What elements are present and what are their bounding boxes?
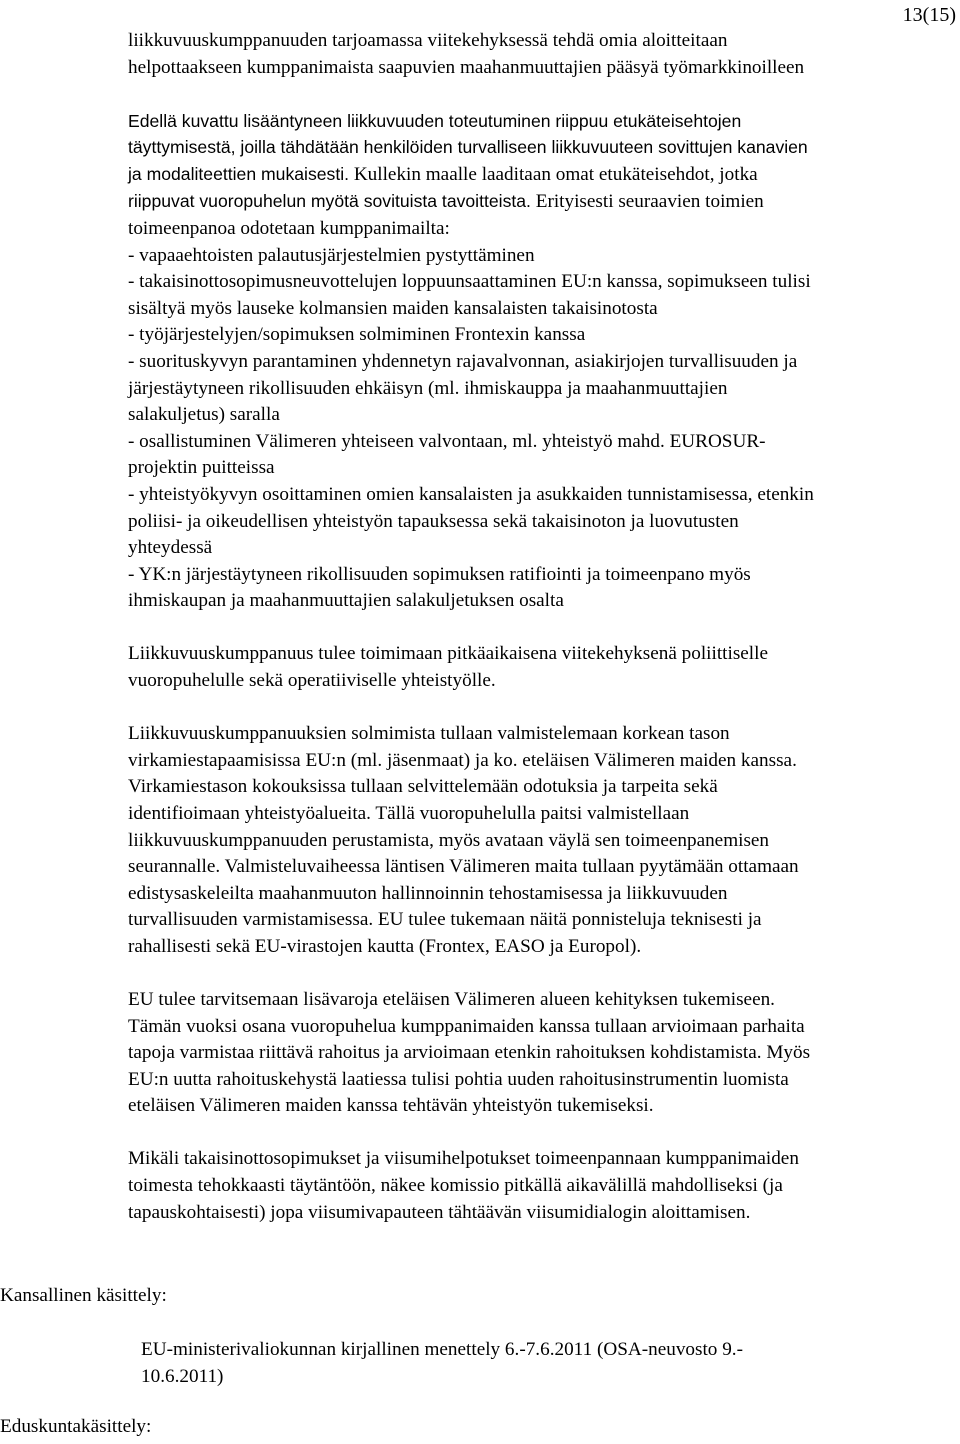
text-line: 10.6.2011) — [141, 1366, 224, 1387]
paragraph-gap — [128, 961, 956, 988]
preparation-paragraph — [128, 721, 956, 960]
paragraph-gap — [128, 615, 956, 642]
text-line: seurannalle. Valmisteluvaiheessa läntisen Välimeren maita tullaan pyytämään ottamaan — [128, 856, 799, 878]
text-line — [128, 188, 956, 216]
text-line: Mikäli takaisinottosopimukset ja viisumihelpotukset toimeenpannaan kumppanimaiden — [128, 1148, 799, 1170]
text-line: identifioimaan yhteistyöalueita. Tällä vuoropuhelulla paitsi valmistellaan — [128, 802, 690, 824]
text-line: eteläisen Välimeren maiden kanssa tehtävän yhteistyön tukemiseksi. — [128, 1095, 654, 1117]
document-body — [128, 28, 956, 1226]
text-line: helpottaakseen kumppanimaista saapuvien maahanmuuttajien pääsyä työmarkkinoilleen — [128, 56, 805, 78]
text-line: EU-ministerivaliokunnan kirjallinen menettely 6.-7.6.2011 (OSA-neuvosto 9.- — [141, 1339, 743, 1360]
list-line: järjestäytyneen rikollisuuden ehkäisyn (ml. ihmiskauppa ja maahanmuuttajien — [128, 377, 728, 399]
list-line: - yhteistyökyvyn osoittaminen omien kansalaisten ja asukkaiden tunnistamisessa, etenkin — [128, 484, 814, 505]
text-line: liikkuvuuskumppanuuden tarjoamassa viitekehyksessä tehdä omia aloitteitaan — [128, 30, 728, 51]
list-line: - takaisinottosopimusneuvottelujen loppuunsaattaminen EU:n kanssa, sopimukseen tulisi — [128, 271, 811, 293]
text-segment: Kullekin maalle laaditaan omat etukäteisehdot, jotka — [349, 163, 758, 185]
text-line: EU:n uutta rahoituskehystä laatiessa tulisi pohtia uuden rahoitusinstrumentin luomista — [128, 1068, 789, 1090]
paragraph-gap — [128, 81, 956, 108]
parliament-processing-label: Eduskuntakäsittely: — [0, 1416, 152, 1437]
list-line: projektin puitteissa — [128, 457, 275, 479]
text-line: Liikkuvuuskumppanuus tulee toimimaan pitkäaikaisena viitekehyksenä poliittiselle — [128, 643, 768, 665]
text-line: Tämän vuoksi osana vuoropuhelua kumppanimaiden kanssa tullaan arvioimaan parhaita — [128, 1015, 805, 1037]
list-line: - osallistuminen Välimeren yhteiseen valvontaan, ml. yhteistyö mahd. EUROSUR- — [128, 430, 766, 452]
list-line: - työjärjestelyjen/sopimuksen solmiminen Frontexin kanssa — [128, 324, 586, 346]
page-number: 13(15) — [902, 4, 956, 26]
text-line: toimesta tehokkaasti täytäntöön, näkee komissio pitkällä aikavälillä mahdolliseksi (ja — [128, 1175, 783, 1197]
text-line: turvallisuuden varmistamisessa. EU tulee tukemaan näitä ponnisteluja teknisesti ja — [128, 909, 762, 931]
preconditions-paragraph — [128, 108, 956, 615]
visa-paragraph — [128, 1146, 956, 1226]
list-line: toimeenpanoa odotetaan kumppanimailta: — [128, 218, 450, 240]
text-segment: Erityisesti seuraavien toimien — [530, 191, 764, 213]
text-line: virkamiestapaamisissa EU:n (ml. jäsenmaat) ja ko. eteläisen Välimeren maiden kanssa. — [128, 749, 797, 771]
paragraph-gap — [128, 695, 956, 722]
text-line: tapoja varmistaa riittävä rahoitus ja arvioimaan etenkin rahoituksen kohdistamista. Myös — [128, 1042, 811, 1064]
text-line: tapauskohtaisesti) jopa viisumivapauteen tähtäävän viisumidialogin aloittamisen. — [128, 1201, 751, 1223]
list-line: salakuljetus) saralla — [128, 404, 280, 426]
text-line: liikkuvuuskumppanuuden perustamista, myös avataan väylä sen toimeenpanemisen — [128, 829, 770, 851]
funding-paragraph — [128, 987, 956, 1120]
national-processing-text — [141, 1336, 743, 1390]
list-line: yhteydessä — [128, 537, 213, 559]
framework-paragraph — [128, 641, 956, 694]
list-line: sisältyä myös lauseke kolmansien maiden kansalaisten takaisinotosta — [128, 297, 658, 319]
text-line: rahallisesti sekä EU-virastojen kautta (Frontex, EASO ja Europol). — [128, 935, 642, 957]
list-line: ihmiskaupan ja maahanmuuttajien salakuljetuksen osalta — [128, 590, 564, 612]
list-line: poliisi- ja oikeudellisen yhteistyön tapauksessa sekä takaisinoton ja luovutusten — [128, 510, 739, 532]
list-line: - vapaaehtoisten palautusjärjestelmien pystyttäminen — [128, 244, 535, 266]
list-line: - YK:n järjestäytyneen rikollisuuden sopimuksen ratifiointi ja toimeenpano myös — [128, 563, 751, 585]
text-line: Virkamiestason kokouksissa tullaan selvittelemään odotuksia ja tarpeita sekä — [128, 776, 718, 798]
text-line: Edellä kuvattu lisääntyneen liikkuvuuden toteutuminen riippuu etukäteisehtojen — [128, 110, 742, 131]
text-line: EU tulee tarvitsemaan lisävaroja eteläisen Välimeren alueen kehityksen tukemiseen. — [128, 989, 775, 1010]
paragraph-gap — [128, 1120, 956, 1147]
text-line: vuoropuhelulle sekä operatiiviselle yhteistyölle. — [128, 670, 496, 692]
text-line — [128, 161, 956, 189]
text-segment: riippuvat vuoropuhelun myötä sovituista tavoitteista. — [128, 191, 531, 212]
intro-paragraph — [128, 28, 956, 81]
national-processing-label: Kansallinen käsittely: — [0, 1285, 167, 1306]
text-line: täyttymisestä, joilla tähdätään henkilöiden turvalliseen liikkuvuuteen sovittujen kanavien — [128, 137, 808, 158]
text-segment: ja modaliteettien mukaisesti. — [128, 163, 350, 184]
text-line: edistysaskeleilta maahanmuuton hallinnoinnin tehostamisessa ja liikkuvuuden — [128, 882, 728, 904]
text-line: Liikkuvuuskumppanuuksien solmimista tullaan valmistelemaan korkean tason — [128, 723, 730, 745]
list-line: - suorituskyvyn parantaminen yhdennetyn rajavalvonnan, asiakirjojen turvallisuuden ja — [128, 351, 798, 373]
